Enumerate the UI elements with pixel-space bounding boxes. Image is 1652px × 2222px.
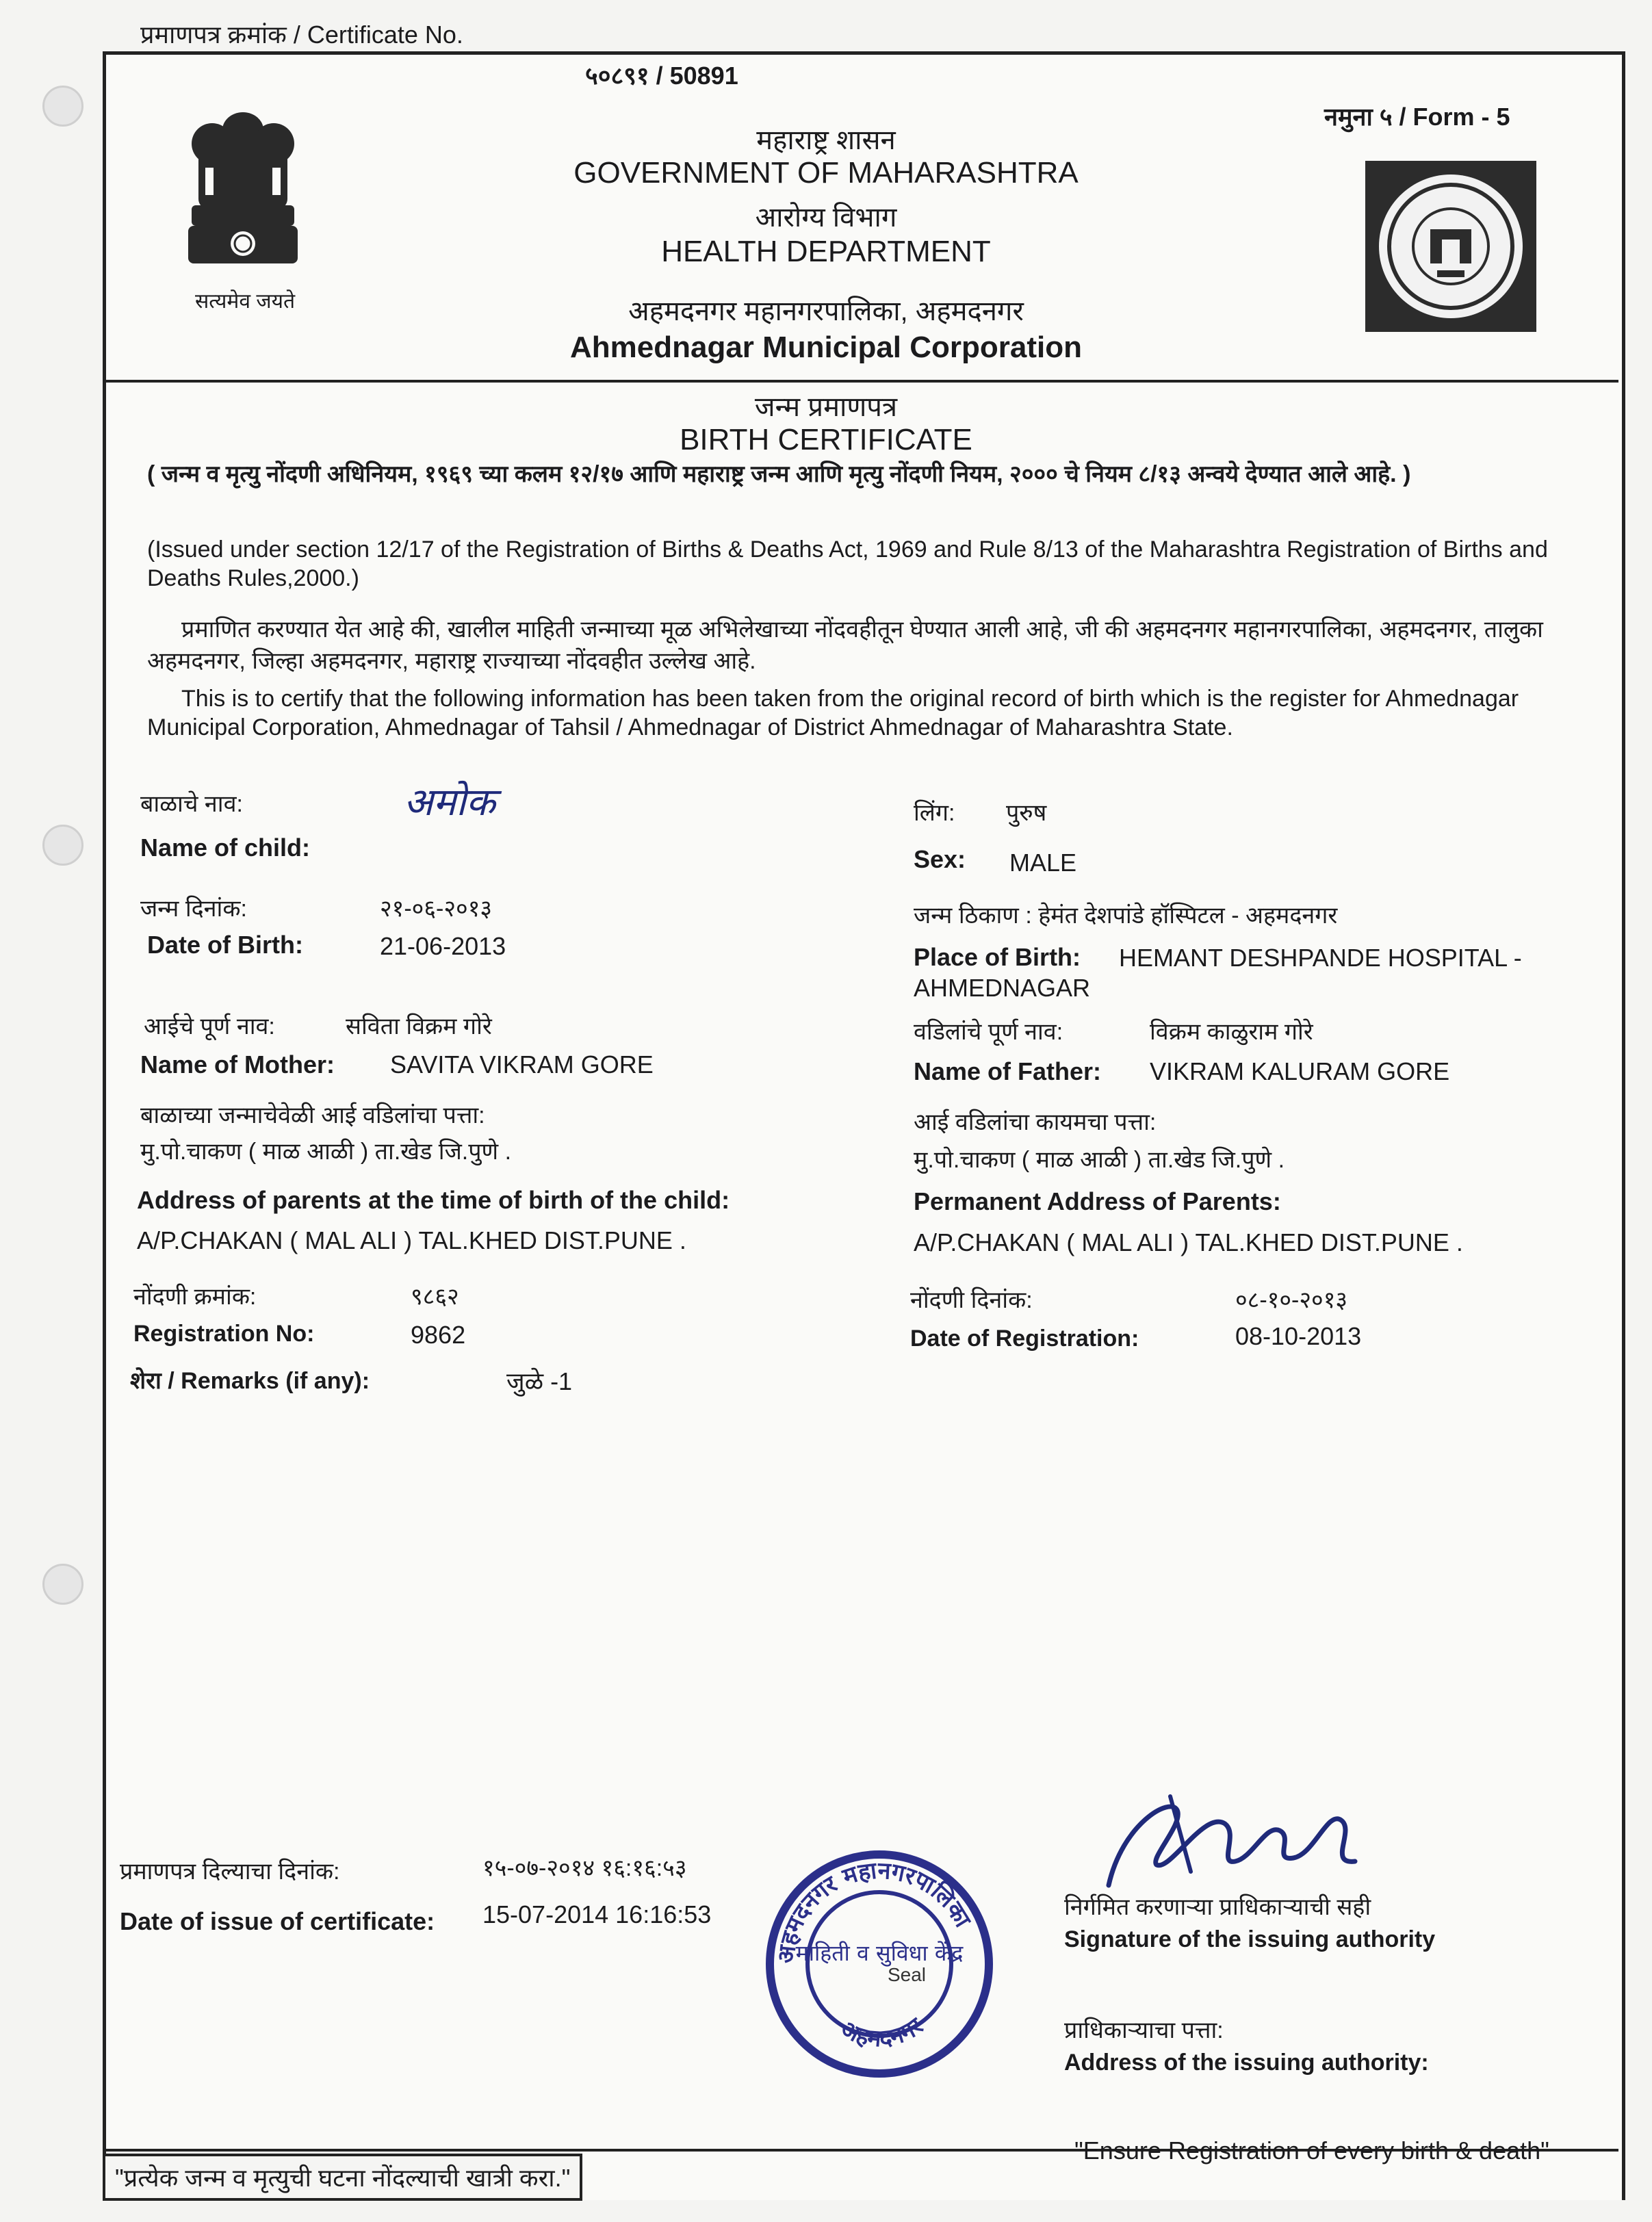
registration-date-en-label: Date of Registration:: [910, 1326, 1139, 1352]
sex-en-label: Sex:: [914, 845, 966, 873]
remarks-value: जुळे -1: [506, 1367, 573, 1395]
registration-date-mr-label: नोंदणी दिनांक:: [910, 1287, 1033, 1313]
child-name-handwritten: अमोक: [404, 780, 495, 825]
authority-address-mr-label: प्राधिकाऱ्याचा पत्ता:: [1064, 2017, 1224, 2043]
stamp-inner-text: माहिती व सुविधा केंद्र: [795, 1940, 964, 1966]
issued-under-en: (Issued under section 12/17 of the Registration of Births & Deaths Act, 1969 and Rule 8/13 of the Maharashtra Registration of Births and Deaths Rules,2000.): [147, 537, 1548, 591]
mother-en-value: SAVITA VIKRAM GORE: [390, 1050, 654, 1078]
certificate-number-label: प्रमाणपत्र क्रमांक / Certificate No.: [140, 21, 463, 49]
remarks-label: शेरा / Remarks (if any):: [130, 1368, 370, 1394]
place-of-birth-en-label: Place of Birth:: [914, 943, 1081, 971]
issue-date-en-label: Date of issue of certificate:: [120, 1907, 435, 1935]
signature-mr-label: निर्गमित करणाऱ्या प्राधिकाऱ्याची सही: [1064, 1894, 1371, 1920]
sex-mr-value: पुरुष: [1006, 800, 1047, 826]
svg-text:अहमदनगर: [836, 2012, 929, 2052]
place-of-birth-en-value: HEMANT DESHPANDE HOSPITAL - AHMEDNAGAR: [914, 944, 1522, 1002]
certify-text-en: This is to certify that the following information has been taken from the original record of birth which is the register for Ahmednagar Municipal Corporation, Ahmednagar of Tahsil / Ahmednagar of District Ahmednagar of Maharashtra State.: [147, 686, 1519, 740]
registration-no-en-value: 9862: [411, 1321, 466, 1349]
registration-no-mr-label: नोंदणी क्रमांक:: [133, 1284, 257, 1310]
address-permanent-mr-value: मु.पो.चाकण ( माळ आळी ) ता.खेड जि.पुणे .: [914, 1147, 1285, 1173]
mother-en-label: Name of Mother:: [140, 1050, 335, 1078]
header-corporation-mr: अहमदनगर महानगरपालिका, अहमदनगर: [628, 296, 1024, 326]
header-department-en: HEALTH DEPARTMENT: [661, 235, 991, 268]
authority-address-en-label: Address of the issuing authority:: [1064, 2050, 1429, 2076]
official-stamp: [763, 1848, 996, 2080]
certificate-number: ५०८९१ / 50891: [585, 62, 738, 90]
punch-hole: [42, 825, 83, 866]
stamp-outer-text: अहमदनगर महानगरपालिका: [772, 1857, 977, 1965]
form-number: नमुना ५ / Form - 5: [1324, 103, 1510, 131]
punch-hole: [42, 1564, 83, 1605]
dob-en-label: Date of Birth:: [147, 931, 303, 959]
title-en: BIRTH CERTIFICATE: [680, 423, 972, 456]
header-department-mr: आरोग्य विभाग: [755, 203, 897, 233]
header-divider: [106, 380, 1618, 383]
registration-no-en-label: Registration No:: [133, 1321, 315, 1347]
certify-text-mr: प्रमाणित करण्यात येत आहे की, खालील माहिती जन्माच्या मूळ अभिलेखाच्या नोंदवहीतून घेण्यात आली आहे, जी की अहमदनगर महानगरपालिका, अहमदनगर, तालुका अहमदनगर, जिल्हा अहमदनगर, महाराष्ट्र राज्याच्या नोंदवहीत उल्लेख आहे.: [147, 617, 1543, 674]
issued-under-mr: ( जन्म व मृत्यु नोंदणी अधिनियम, १९६९ च्या कलम १२/१७ आणि महाराष्ट्र जन्म आणि मृत्यु नोंदणी नियम, २००० चे नियम ८/१३ अन्वये देण्यात आले आहे. ): [147, 461, 1411, 487]
signature-scribble: [1068, 1783, 1389, 1899]
address-permanent-en-value: A/P.CHAKAN ( MAL ALI ) TAL.KHED DIST.PUNE .: [914, 1228, 1463, 1256]
address-permanent-mr-label: आई वडिलांचा कायमचा पत्ता:: [914, 1109, 1157, 1135]
header-corporation-en: Ahmednagar Municipal Corporation: [569, 331, 1083, 364]
mother-mr-label: आईचे पूर्ण नाव:: [144, 1013, 275, 1039]
emblem-motto: सत्यमेव जयते: [195, 290, 296, 313]
child-name-mr-label: बाळाचे नाव:: [140, 791, 243, 817]
registration-date-mr-value: ०८-१०-२०१३: [1235, 1287, 1348, 1313]
signature-en-label: Signature of the issuing authority: [1064, 1926, 1436, 1952]
sex-en-value: MALE: [1009, 849, 1077, 877]
registration-date-en-value: 08-10-2013: [1235, 1322, 1362, 1350]
address-birth-mr-label: बाळाच्या जन्माचेवेळी आई वडिलांचा पत्ता:: [140, 1102, 485, 1128]
title-mr: जन्म प्रमाणपत्र: [754, 392, 898, 422]
father-en-value: VIKRAM KALURAM GORE: [1150, 1057, 1450, 1085]
dob-en-value: 21-06-2013: [380, 932, 506, 960]
dob-mr-value: २१-०६-२०१३: [380, 896, 493, 922]
sex-mr-label: लिंग:: [914, 800, 955, 826]
father-mr-value: विक्रम काळुराम गोरे: [1150, 1019, 1313, 1045]
place-of-birth-mr: जन्म ठिकाण : हेमंत देशपांडे हॉस्पिटल - अहमदनगर: [914, 903, 1338, 929]
mother-mr-value: सविता विक्रम गोरे: [346, 1013, 492, 1039]
issue-date-en-value: 15-07-2014 16:16:53: [482, 1900, 712, 1928]
child-name-en-label: Name of child:: [140, 834, 311, 862]
header-government-en: GOVERNMENT OF MAHARASHTRA: [573, 156, 1079, 190]
address-birth-en-label: Address of parents at the time of birth of the child:: [137, 1186, 730, 1214]
seal-label: Seal: [887, 1964, 927, 1985]
dob-mr-label: जन्म दिनांक:: [140, 896, 247, 922]
stamp-bottom-text: अहमदनगर: [836, 2012, 929, 2053]
issue-date-mr-value: १५-०७-२०१४ १६:१६:५३: [482, 1855, 687, 1881]
father-en-label: Name of Father:: [914, 1057, 1102, 1085]
address-permanent-en-label: Permanent Address of Parents:: [914, 1187, 1281, 1215]
footer-left-slogan: "प्रत्येक जन्म व मृत्युची घटना नोंदल्याची खात्री करा.": [103, 2154, 582, 2201]
footer-right-slogan: "Ensure Registration of every birth & death": [1074, 2136, 1549, 2165]
registration-no-mr-value: ९८६२: [411, 1284, 459, 1310]
father-mr-label: वडिलांचे पूर्ण नाव:: [914, 1019, 1063, 1045]
issue-date-mr-label: प्रमाणपत्र दिल्याचा दिनांक:: [120, 1859, 340, 1885]
address-birth-mr-value: मु.पो.चाकण ( माळ आळी ) ता.खेड जि.पुणे .: [140, 1139, 512, 1165]
header-government-mr: महाराष्ट्र शासन: [756, 125, 896, 155]
address-birth-en-value: A/P.CHAKAN ( MAL ALI ) TAL.KHED DIST.PUNE .: [137, 1226, 686, 1254]
